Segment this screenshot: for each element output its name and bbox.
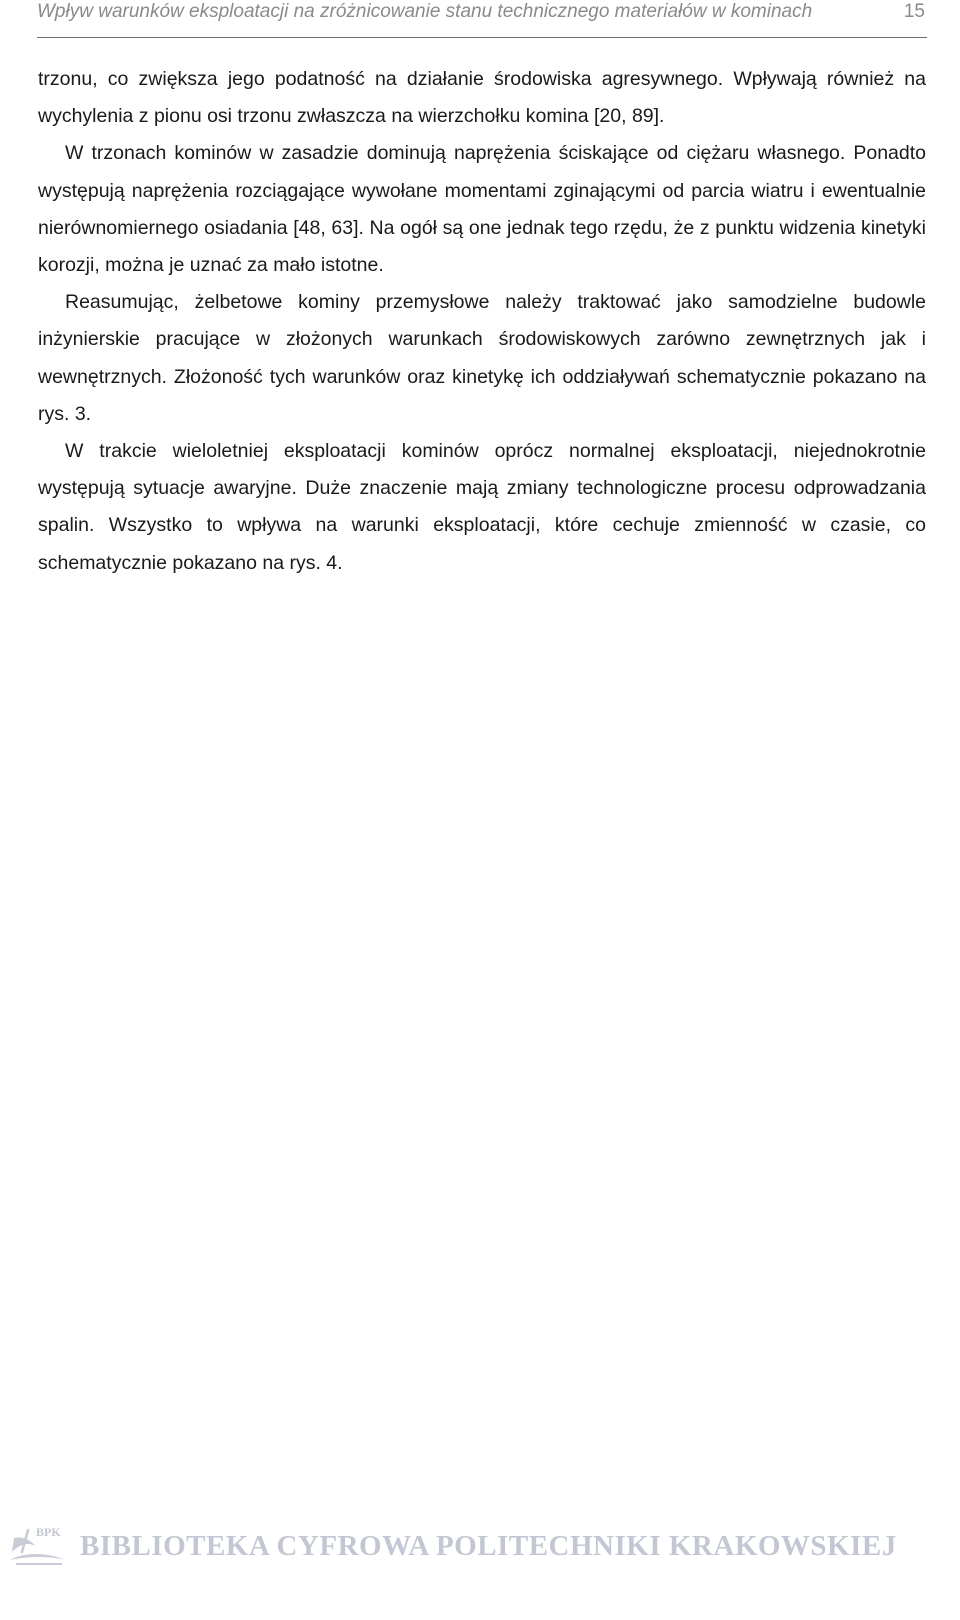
page-header: [37, 0, 927, 38]
running-title: Wpływ warunków eksploatacji na zróżnicowanie stanu technicznego materiałów w kominach: [37, 1, 813, 22]
paragraph: W trakcie wieloletniej eksploatacji kominów oprócz normalnej eksploatacji, niejednokrotnie występują sytuacje awaryjne. Duże znaczenie mają zmiany technologiczne procesu odprowadzania spalin. Wszystko to wpływa na warunki eksploatacji, które cechuje zmienność w czasie, co schematycznie pokazano na rys. 4.: [38, 440, 926, 574]
library-logo-icon: [6, 1522, 72, 1568]
svg-text:BPK: BPK: [36, 1525, 61, 1539]
page-footer: [6, 1520, 926, 1570]
paragraph: W trzonach kominów w zasadzie dominują naprężenia ściskające od ciężaru własnego. Ponadto występują naprężenia rozciągające wywołane momentami zginającymi od parcia wiatru i ewentualnie nierównomiernego osiadania [48, 63]. Na ogół są one jednak tego rzędu, że z punktu widzenia kinetyki korozji, można je uznać za mało istotne.: [38, 142, 926, 277]
body-text: [38, 61, 926, 582]
page-number: 15: [903, 1, 925, 22]
library-name: BIBLIOTEKA CYFROWA POLITECHNIKI KRAKOWSKIEJ: [80, 1530, 897, 1562]
paragraph: Reasumując, żelbetowe kominy przemysłowe należy traktować jako samodzielne budowle inżynierskie pracujące w złożonych warunkach środowiskowych zarówno zewnętrznych jak i wewnętrznych. Złożoność tych warunków oraz kinetykę ich oddziaływań schematycznie pokazano na rys. 3.: [38, 291, 926, 425]
paragraph: trzonu, co zwiększa jego podatność na działanie środowiska agresywnego. Wpływają również na wychylenia z pionu osi trzonu zwłaszcza na wierzchołku komina [20, 89].: [38, 68, 926, 128]
